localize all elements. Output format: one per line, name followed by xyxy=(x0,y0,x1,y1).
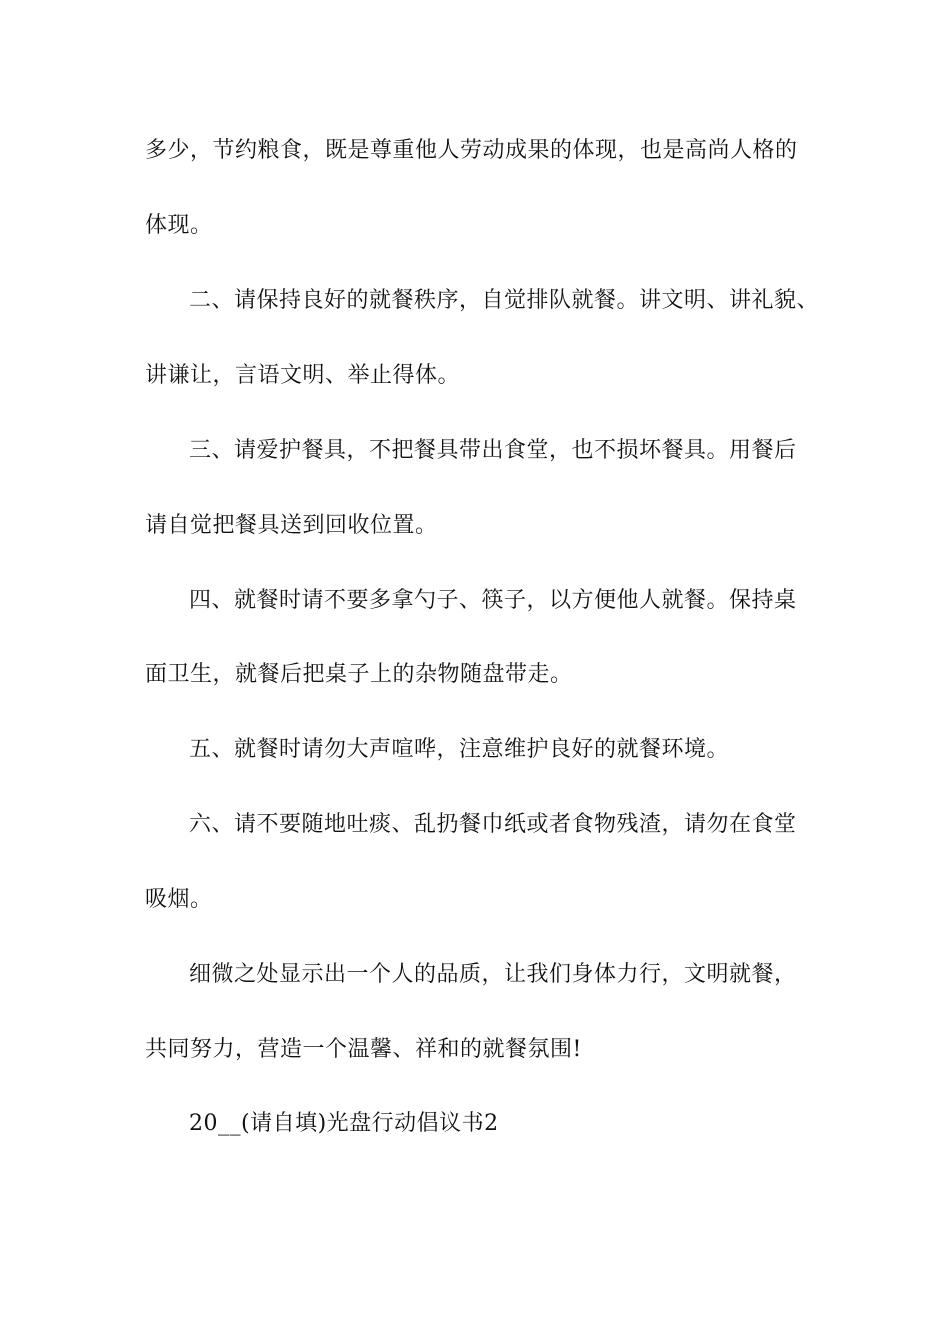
paragraph-line: 面卫生，就餐后把桌子上的杂物随盘带走。 xyxy=(145,662,573,687)
paragraph-line: 体现。 xyxy=(145,213,213,238)
paragraph-line: 请自觉把餐具送到回收位置。 xyxy=(145,513,438,538)
section-heading: 20__(请自填)光盘行动倡议书2 xyxy=(189,1111,499,1136)
paragraph-line: 五、就餐时请勿大声喧哗，注意维护良好的就餐环境。 xyxy=(189,737,730,762)
paragraph-line: 三、请爱护餐具，不把餐具带出食堂，也不损坏餐具。用餐后 xyxy=(189,438,797,463)
paragraph-line: 细微之处显示出一个人的品质，让我们身体力行，文明就餐， xyxy=(189,962,797,987)
paragraph-line: 讲谦让，言语文明、举止得体。 xyxy=(145,363,461,388)
paragraph-line: 二、请保持良好的就餐秩序，自觉排队就餐。讲文明、讲礼貌、 xyxy=(189,288,820,313)
paragraph-line: 多少，节约粮食，既是尊重他人劳动成果的体现，也是高尚人格的 xyxy=(145,138,798,163)
paragraph-line: 六、请不要随地吐痰、乱扔餐巾纸或者食物残渣，请勿在食堂 xyxy=(189,812,797,837)
paragraph-line: 共同努力，营造一个温馨、祥和的就餐氛围! xyxy=(145,1037,582,1062)
paragraph-line: 吸烟。 xyxy=(145,887,213,912)
paragraph-line: 四、就餐时请不要多拿勺子、筷子，以方便他人就餐。保持桌 xyxy=(189,588,797,613)
